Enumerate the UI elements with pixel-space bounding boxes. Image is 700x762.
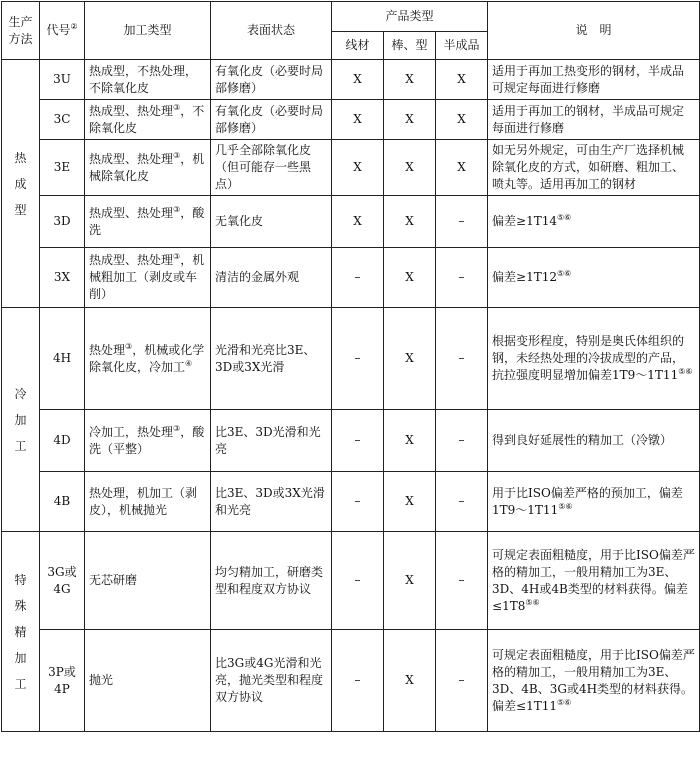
process-cell: 热成型、热处理③，酸洗	[85, 196, 211, 248]
code-cell: 3X	[40, 248, 85, 308]
header-bar: 棒、型	[384, 32, 436, 60]
process-cell: 冷加工，热处理③，酸洗（平整）	[85, 410, 211, 472]
bar-cell: X	[384, 196, 436, 248]
wire-cell: –	[332, 308, 384, 410]
surface-cell: 无氧化皮	[211, 196, 332, 248]
method-cell: 冷 加 工	[2, 308, 40, 532]
method-cell: 热 成 型	[2, 60, 40, 308]
bar-cell: X	[384, 308, 436, 410]
table-body	[2, 60, 700, 732]
semi-cell: X	[436, 60, 488, 100]
table-row	[2, 472, 700, 532]
footnote-ref: ③	[173, 423, 181, 433]
table-row	[2, 410, 700, 472]
method-cell: 特 殊 精 加 工	[2, 532, 40, 732]
surface-cell: 比3E、3D或3X光滑和光亮	[211, 472, 332, 532]
footnote-ref: ④	[185, 358, 193, 368]
footnote-ref: ⑤⑥	[556, 269, 572, 278]
table-row	[2, 140, 700, 196]
footnote-ref: ⑤⑥	[525, 597, 540, 607]
wire-cell: –	[332, 630, 384, 732]
semi-cell: –	[436, 248, 488, 308]
notes-cell: 偏差≥1T14⑤⑥	[488, 196, 700, 248]
notes-cell: 可规定表面粗糙度，用于比ISO偏差严格的精加工，一般用精加工为3E、3D、4B、3G或4H类型的材料获得。偏差≤1T11⑤⑥	[488, 630, 700, 732]
header-surface: 表面状态	[211, 2, 332, 60]
wire-cell: –	[332, 410, 384, 472]
table-row	[2, 100, 700, 140]
code-cell: 4D	[40, 410, 85, 472]
bar-cell: X	[384, 60, 436, 100]
process-cell: 热成型、热处理③，机械粗加工（剥皮或车削）	[85, 248, 211, 308]
notes-cell: 偏差≥1T12⑤⑥	[488, 248, 700, 308]
header-method: 生产方法	[2, 2, 40, 60]
finish-table	[1, 1, 700, 732]
footnote-ref: ⑤⑥	[556, 697, 572, 707]
code-cell: 3G或4G	[40, 532, 85, 630]
header-notes: 说 明	[488, 2, 700, 60]
code-cell: 3D	[40, 196, 85, 248]
footnote-ref: ③	[125, 341, 133, 351]
process-cell: 热成型，不热处理，不除氧化皮	[85, 60, 211, 100]
semi-cell: –	[436, 532, 488, 630]
wire-cell: X	[332, 140, 384, 196]
semi-cell: X	[436, 100, 488, 140]
surface-cell: 均匀精加工，研磨类型和程度双方协议	[211, 532, 332, 630]
footnote-ref: ⑤⑥	[556, 213, 572, 222]
notes-cell: 用于比ISO偏差严格的预加工，偏差1T9～1T11⑤⑥	[488, 472, 700, 532]
bar-cell: X	[384, 472, 436, 532]
header-wire: 线材	[332, 32, 384, 60]
bar-cell: X	[384, 100, 436, 140]
surface-cell: 光滑和光亮比3E、3D或3X光滑	[211, 308, 332, 410]
process-cell: 热成型、热处理③，不除氧化皮	[85, 100, 211, 140]
semi-cell: –	[436, 630, 488, 732]
process-cell: 热处理，机加工（剥皮），机械抛光	[85, 472, 211, 532]
bar-cell: X	[384, 630, 436, 732]
bar-cell: X	[384, 410, 436, 472]
surface-cell: 有氧化皮（必要时局部修磨）	[211, 60, 332, 100]
wire-cell: –	[332, 532, 384, 630]
footnote-ref: ⑤⑥	[558, 501, 573, 511]
header-products: 产品类型	[332, 2, 488, 32]
process-cell: 热处理③，机械或化学除氧化皮，冷加工④	[85, 308, 211, 410]
code-cell: 4B	[40, 472, 85, 532]
wire-cell: X	[332, 60, 384, 100]
surface-cell: 比3E、3D光滑和光亮	[211, 410, 332, 472]
wire-cell: X	[332, 196, 384, 248]
notes-cell: 适用于再加工的钢材，半成品可规定每面进行修磨	[488, 100, 700, 140]
semi-cell: –	[436, 410, 488, 472]
process-cell: 无芯研磨	[85, 532, 211, 630]
bar-cell: X	[384, 248, 436, 308]
semi-cell: X	[436, 140, 488, 196]
surface-cell: 几乎全部除氧化皮（但可能存一些黑点）	[211, 140, 332, 196]
notes-cell: 根据变形程度，特别是奥氏体组织的钢，未经热处理的冷拔成型的产品，抗拉强度明显增加偏差1T9～1T11⑤⑥	[488, 308, 700, 410]
process-cell: 热成型、热处理③，机械除氧化皮	[85, 140, 211, 196]
wire-cell: X	[332, 100, 384, 140]
header-process: 加工类型	[85, 2, 211, 60]
notes-cell: 得到良好延展性的精加工（冷镦）	[488, 410, 700, 472]
notes-cell: 如无另外规定，可由生产厂选择机械除氧化皮的方式，如研磨、粗加工、喷丸等。适用再加工的钢材	[488, 140, 700, 196]
bar-cell: X	[384, 532, 436, 630]
table-row	[2, 308, 700, 410]
code-cell: 3P或4P	[40, 630, 85, 732]
code-cell: 4H	[40, 308, 85, 410]
code-cell: 3E	[40, 140, 85, 196]
table-row	[2, 196, 700, 248]
footnote-ref: ③	[173, 150, 181, 160]
process-cell: 抛光	[85, 630, 211, 732]
footnote-ref: ③	[173, 252, 181, 261]
footnote-ref: ③	[173, 204, 181, 214]
table-row	[2, 532, 700, 630]
code-cell: 3C	[40, 100, 85, 140]
table-row	[2, 630, 700, 732]
surface-cell: 比3G或4G光滑和光亮，抛光类型和程度双方协议	[211, 630, 332, 732]
header-semi: 半成品	[436, 32, 488, 60]
footnote-ref: ③	[173, 102, 181, 112]
bar-cell: X	[384, 140, 436, 196]
code-cell: 3U	[40, 60, 85, 100]
surface-cell: 清洁的金属外观	[211, 248, 332, 308]
table-row	[2, 60, 700, 100]
notes-cell: 可规定表面粗糙度，用于比ISO偏差严格的精加工，一般用精加工为3E、3D、4H或4B类型的材料获得。偏差≤1T8⑤⑥	[488, 532, 700, 630]
footnote-ref: ⑤⑥	[678, 367, 693, 376]
semi-cell: –	[436, 472, 488, 532]
wire-cell: –	[332, 248, 384, 308]
wire-cell: –	[332, 472, 384, 532]
semi-cell: –	[436, 196, 488, 248]
table-row	[2, 248, 700, 308]
header-code: 代号②	[40, 2, 85, 60]
semi-cell: –	[436, 308, 488, 410]
notes-cell: 适用于再加工热变形的钢材，半成品可规定每面进行修磨	[488, 60, 700, 100]
surface-cell: 有氧化皮（必要时局部修磨）	[211, 100, 332, 140]
